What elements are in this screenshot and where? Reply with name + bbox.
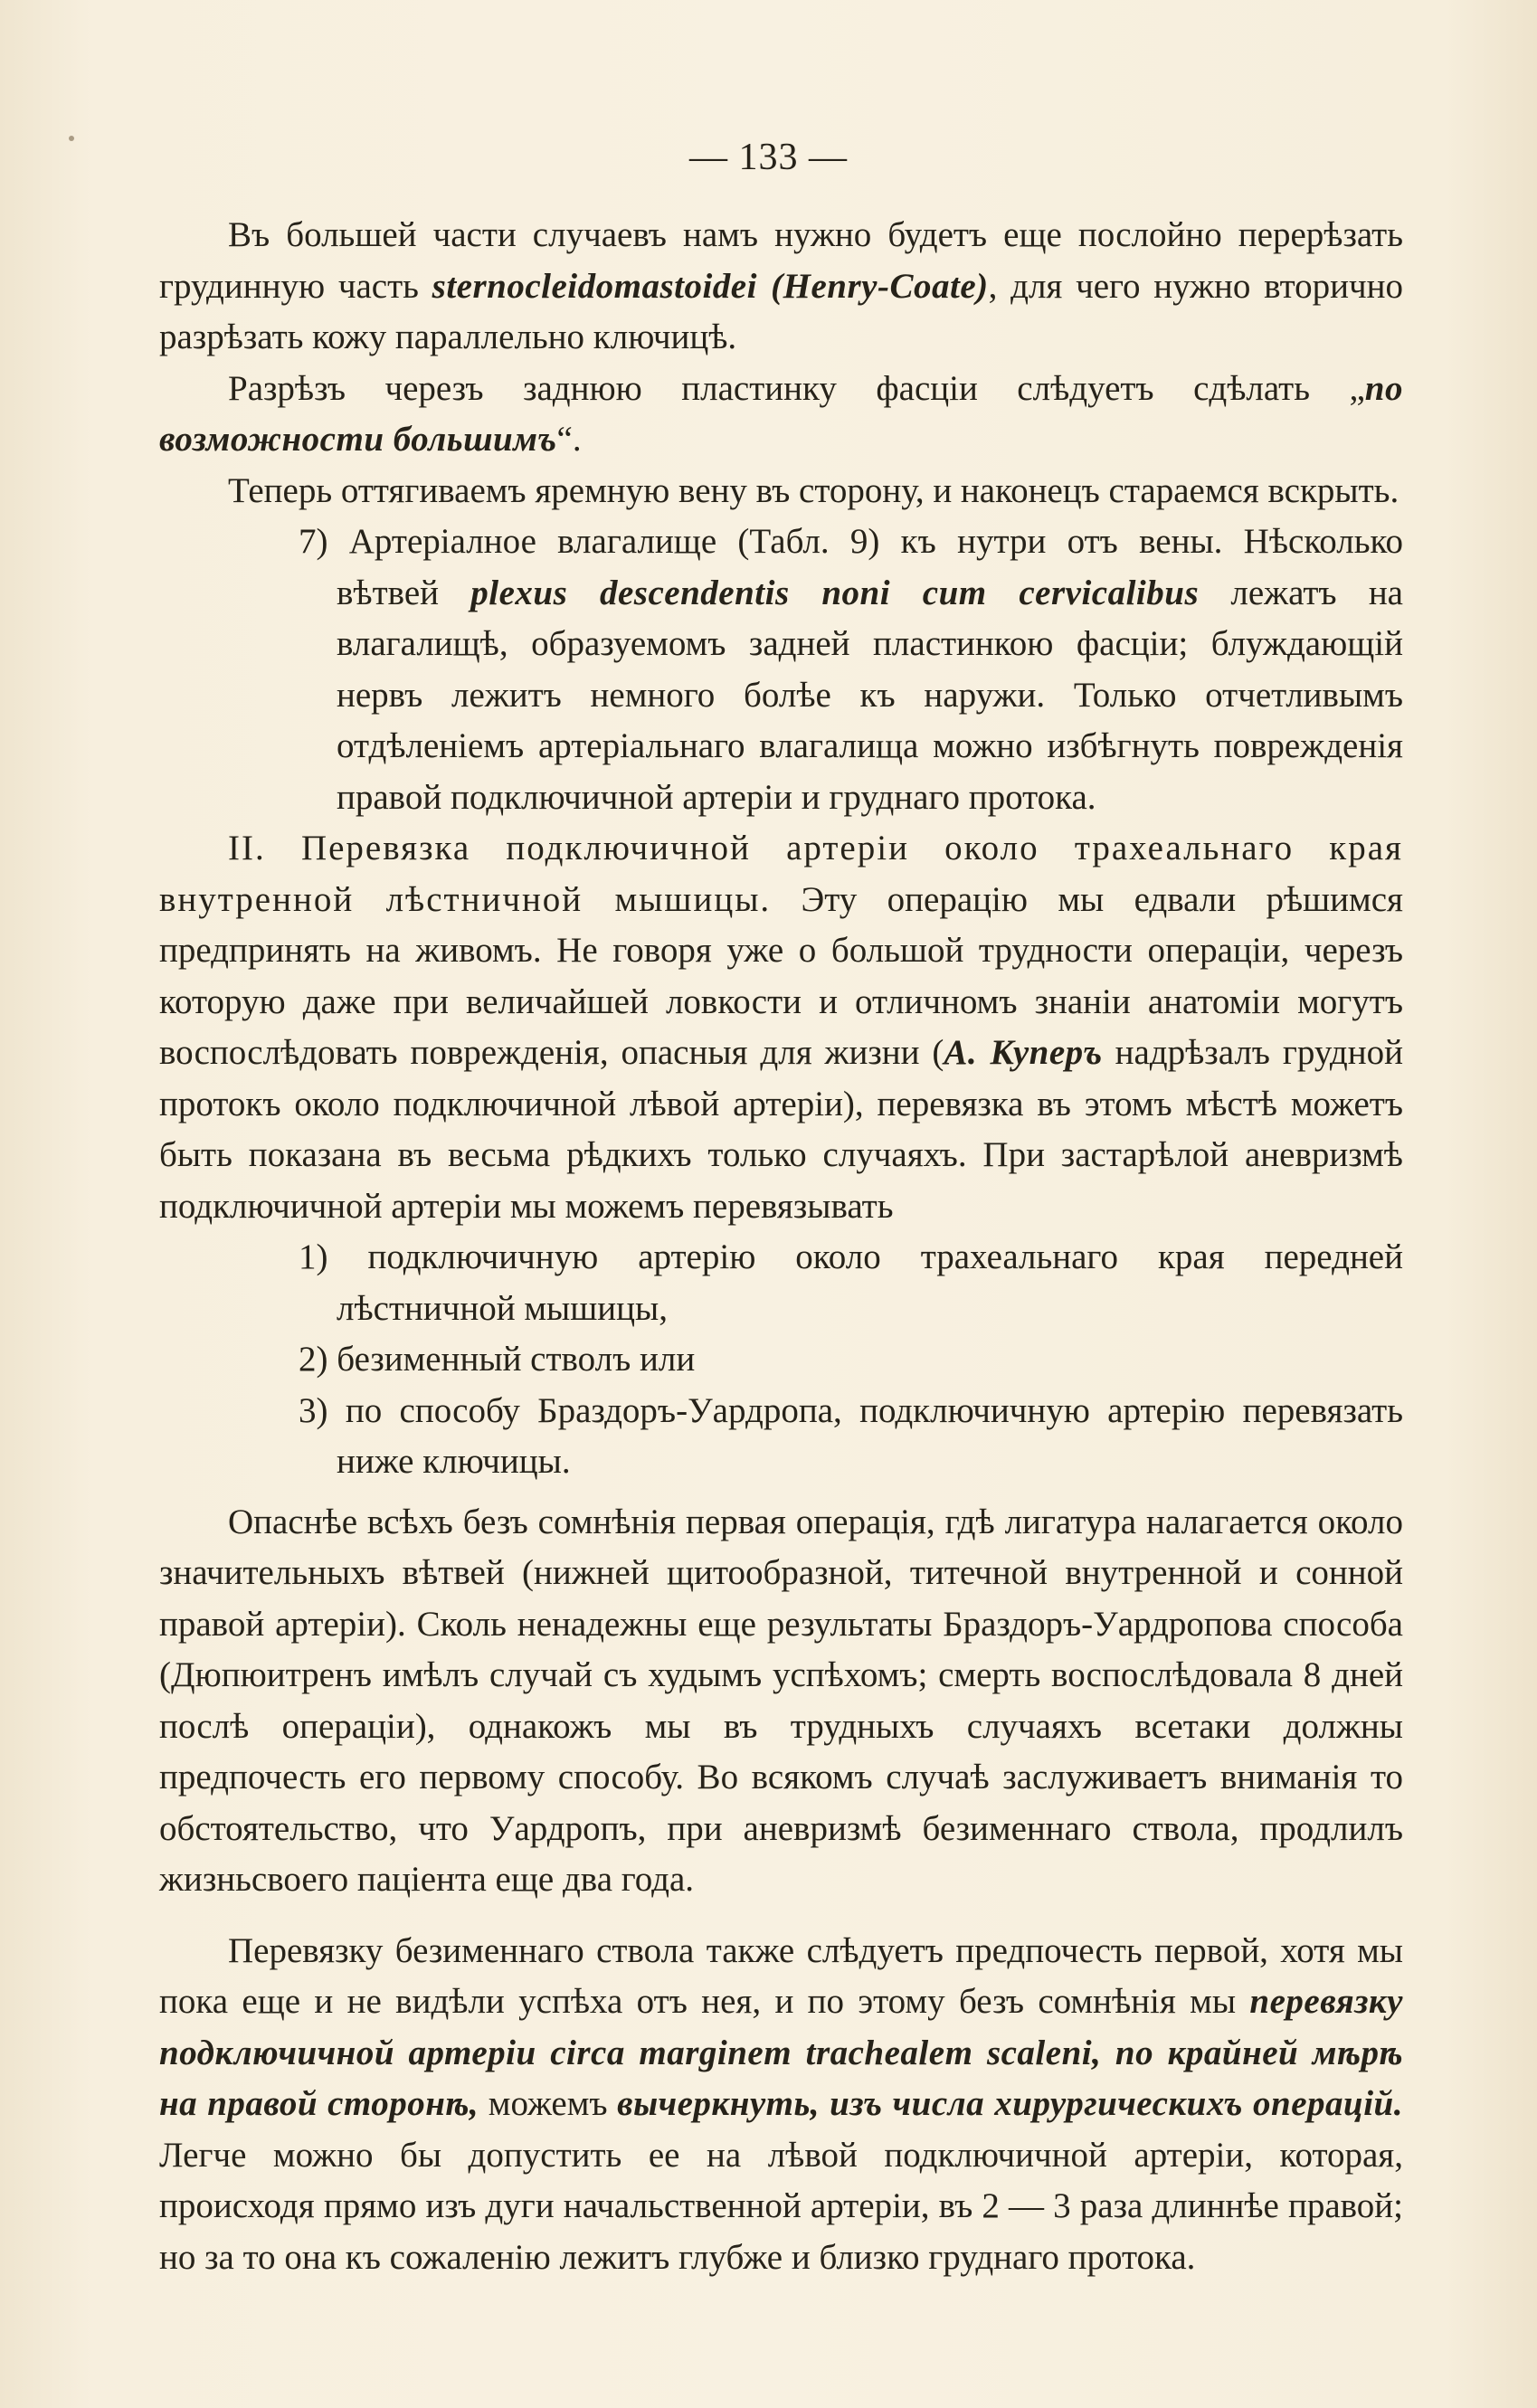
section-ii-paragraph [159,823,1403,1232]
text-run: , для чего нужно вторично разрѣзать кожу параллельно ключицѣ. [159,266,1403,356]
paragraph-1 [159,210,1403,364]
text-run: 3) по способу Браздоръ-Уардропа, подключичную артерію перевязать ниже ключицы. [299,1390,1403,1481]
page-number: — 133 — [689,137,848,178]
latin-term: plexus descendentis noni cum cervicalibus [470,573,1200,612]
text-run: “. [556,420,582,459]
text-run: Теперь оттягиваемъ яремную вену въ сторону, и наконецъ стараемся вскрыть. [228,470,1399,510]
text-run: 2) безименный стволъ или [299,1340,696,1379]
paragraph-conclusion [159,1926,1403,2284]
text-run: можемъ [479,2084,618,2123]
list-item-2 [299,1334,1403,1386]
list-item-3 [299,1386,1403,1488]
text-run: Разрѣзъ черезъ заднюю пластинку фасціи слѣдуетъ сдѣлать „ [228,368,1365,408]
paragraph-risks [159,1497,1403,1906]
latin-term: sternocleidomastoidei (Henry-Coate) [432,266,989,306]
text-run: 1) подключичную артерію около трахеальнаго края передней лѣстничной мышицы, [299,1237,1403,1328]
italic-phrase: по возможности большимъ [159,368,1403,459]
text-run: Опаснѣе всѣхъ безъ сомнѣнія первая операція, гдѣ лигатура налагается около значительныхъ вѣтвей (нижней щитообразной, титечной внутренной и сонной правой артеріи). Сколь ненадежны еще результаты Браздоръ-Уардропова способа (Дюпюитренъ имѣлъ случай съ худымъ успѣхомъ; смерть воспослѣдовала 8 дней послѣ операціи), однакожъ мы въ трудныхъ случаяхъ всетаки должны предпочесть его первому способу. Во всякомъ случаѣ заслуживаетъ вниманія то обстоятельство, что Уардропъ, при аневризмѣ безименнаго ствола, продлилъ жизньсвоего паціента еще два года. [159,1502,1403,1899]
author-name: А. Куперъ [944,1033,1103,1072]
paragraph-3 [159,466,1403,517]
italic-phrase: вычеркнуть, изъ числа хирургическихъ операцій. [617,2084,1403,2123]
text-run: Въ большей части случаевъ намъ нужно будетъ еще послойно перерѣзать грудинную часть [159,215,1403,306]
text-run: Легче можно бы допустить ее на лѣвой подключичной артеріи, которая, происходя прямо изъ дуги начальственной артеріи, въ 2 — 3 раза длиннѣе правой; но за то она къ сожаленію лежитъ глубже и близко груднаго протока. [159,2135,1403,2277]
text-run: лежатъ на влагалищѣ, образуемомъ задней пластинкою фасціи; блуждающій нервъ лежитъ немного болѣе къ наружи. Только отчетливымъ отдѣленіемъ артеріальнаго влагалища можно избѣгнуть поврежденія правой подключичной артеріи и груднаго протока. [337,573,1403,817]
page-body [159,210,1403,2283]
paragraph-2 [159,364,1403,466]
section-heading: II. Перевязка подключичной артеріи около трахеальнаго края внутренной лѣстничной мышицы. [159,829,1403,919]
text-run: надрѣзалъ грудной протокъ около подключичной лѣвой артеріи), перевязка въ этомъ мѣстѣ можетъ быть показана въ весьма рѣдкихъ только случаяхъ. При застарѣлой аневризмѣ подключичной артеріи мы можемъ перевязывать [159,1033,1403,1226]
text-run: Эту операцію мы едвали рѣшимся предпринять на живомъ. Не говоря уже о большой трудности операціи, черезъ которую даже при величайшей ловкости и отличномъ знаніи анатоміи могутъ воспослѣдовать поврежденія, опасныя для жизни ( [159,879,1403,1072]
text-run: Перевязку безименнаго ствола также слѣдуетъ предпочесть первой, хотя мы пока еще и не видѣли успѣха отъ нея, и по этому безъ сомнѣнія мы [159,1930,1403,2021]
list-item-1 [299,1232,1403,1334]
text-run: 7) Артеріалное влагалище (Табл. 9) къ нутри отъ вены. Нѣсколько вѣтвей [299,522,1403,612]
list-item-7 [299,517,1403,823]
italic-phrase: перевязку подключичной артеріи circa marginem trachealem scaleni, по крайней мѣрѣ на правой сторонѣ, [159,1982,1403,2123]
